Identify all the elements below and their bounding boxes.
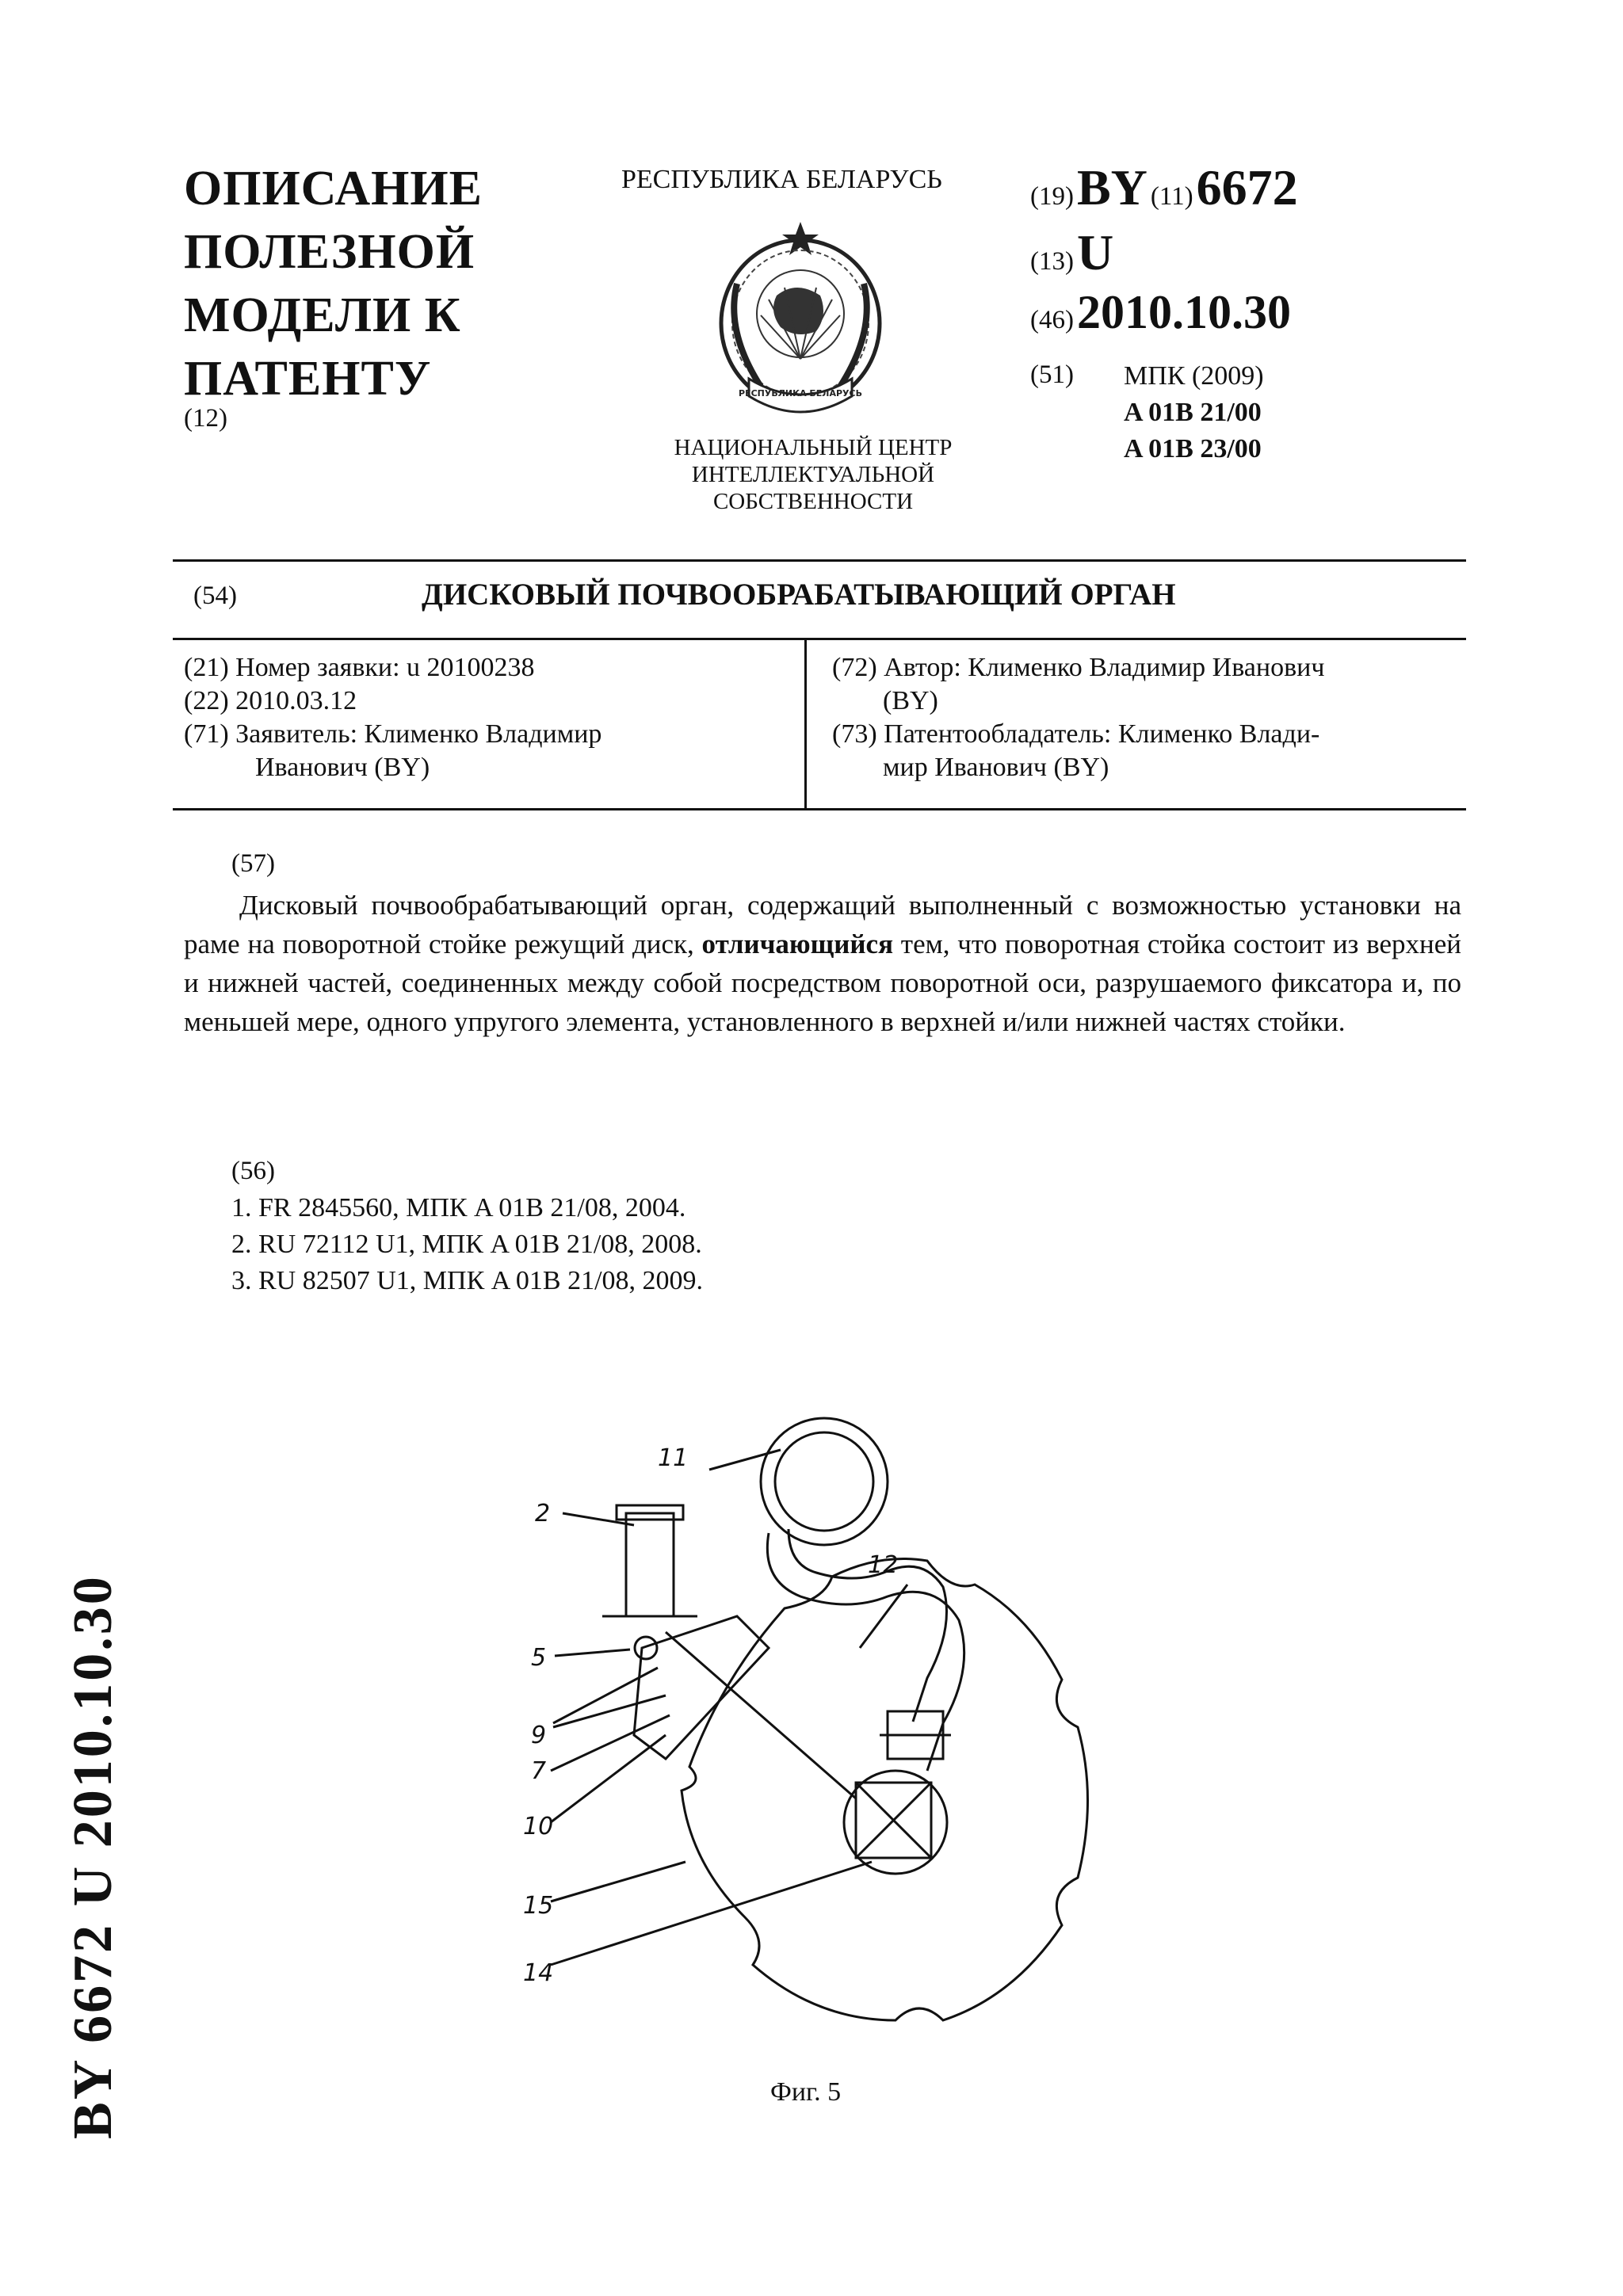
fig-label-10: 10 bbox=[523, 1813, 554, 1840]
code-13: (13) bbox=[1030, 247, 1074, 276]
divider-title bbox=[173, 638, 1466, 640]
fig-label-5: 5 bbox=[531, 1644, 547, 1672]
code-56: (56) bbox=[231, 1157, 275, 1185]
office-line: ИНТЕЛЛЕКТУАЛЬНОЙ bbox=[691, 462, 935, 487]
fig-label-7: 7 bbox=[531, 1757, 547, 1785]
document-type-title bbox=[184, 157, 483, 410]
code-54: (54) bbox=[193, 582, 237, 610]
patent-number: 6672 bbox=[1196, 159, 1298, 215]
publication-date: 2010.10.30 bbox=[1076, 286, 1291, 338]
author-line: (BY) bbox=[883, 686, 938, 715]
office-line: СОБСТВЕННОСТИ bbox=[712, 489, 914, 514]
citation-item: 2. RU 72112 U1, МПК A 01B 21/08, 2008. bbox=[231, 1230, 702, 1259]
ipc-class: A 01B 23/00 bbox=[1124, 434, 1262, 463]
figure-caption: Фиг. 5 bbox=[770, 2077, 842, 2107]
biblio-row-19-11 bbox=[1030, 158, 1298, 217]
mount-post bbox=[626, 1513, 674, 1616]
title-line: ПАТЕНТУ bbox=[184, 352, 432, 406]
divider-top bbox=[173, 559, 1466, 562]
country-name: РЕСПУБЛИКА БЕЛАРУСЬ bbox=[621, 165, 942, 194]
side-identifier: BY 6672 U 2010.10.30 bbox=[63, 1574, 124, 2139]
abstract-text-start: Дисковый почвообрабатывающий орган, содержащий выполненный с возможностью установки на раме на поворотной стойке режущий диск, bbox=[184, 890, 1461, 959]
code-19: (19) bbox=[1030, 182, 1074, 211]
application-line: Иванович (BY) bbox=[255, 753, 430, 782]
code-51: (51) bbox=[1030, 360, 1074, 389]
invention-title: ДИСКОВЫЙ ПОЧВООБРАБАТЫВАЮЩИЙ ОРГАН bbox=[422, 578, 1176, 612]
ipc-class: A 01B 21/00 bbox=[1124, 398, 1262, 427]
title-line: ОПИСАНИЕ bbox=[184, 162, 483, 215]
biblio-row-46 bbox=[1030, 285, 1291, 340]
title-line: ПОЛЕЗНОЙ bbox=[184, 225, 475, 279]
kind-code: U bbox=[1076, 224, 1114, 280]
office-name bbox=[663, 434, 964, 515]
divider-bottom bbox=[173, 808, 1466, 810]
application-line: (22) 2010.03.12 bbox=[184, 686, 357, 715]
abstract-text-end: тем, что поворотная стойка состоит из верхней и нижней частей, соединенных между собой посредством поворотной оси, разрушаемого фиксатора и, по меньшей мере, одного упругого элемента, установленного в верхней и/или нижней частях стойки. bbox=[184, 929, 1461, 1037]
abstract-bold-word: отличающийся bbox=[701, 929, 894, 959]
state-emblem bbox=[713, 220, 888, 426]
code-12: (12) bbox=[184, 404, 227, 433]
office-line: НАЦИОНАЛЬНЫЙ ЦЕНТР bbox=[674, 435, 953, 460]
citation-item: 3. RU 82507 U1, МПК A 01B 21/08, 2009. bbox=[231, 1266, 704, 1295]
application-info bbox=[184, 651, 802, 784]
application-line: (71) Заявитель: Клименко Владимир bbox=[184, 719, 602, 749]
author-line: (72) Автор: Клименко Владимир Иванович bbox=[832, 653, 1325, 682]
ipc-label: МПК (2009) bbox=[1124, 361, 1264, 391]
application-line: (21) Номер заявки: u 20100238 bbox=[184, 653, 535, 682]
abstract-text bbox=[184, 886, 1461, 1041]
ipc-block bbox=[1124, 358, 1264, 467]
spring-ring bbox=[761, 1418, 888, 1545]
code-57: (57) bbox=[231, 849, 275, 878]
citation-list bbox=[231, 1190, 703, 1299]
code-46: (46) bbox=[1030, 306, 1074, 334]
title-line: МОДЕЛИ К bbox=[184, 288, 461, 342]
author-info bbox=[832, 651, 1458, 784]
fig-label-9: 9 bbox=[531, 1722, 547, 1749]
fig-label-12: 12 bbox=[868, 1551, 899, 1579]
fig-label-2: 2 bbox=[535, 1500, 551, 1527]
author-line: (73) Патентообладатель: Клименко Влади- bbox=[832, 719, 1320, 749]
author-line: мир Иванович (BY) bbox=[883, 753, 1109, 782]
fig-label-15: 15 bbox=[523, 1892, 554, 1920]
fig-label-14: 14 bbox=[523, 1959, 554, 1987]
citation-item: 1. FR 2845560, МПК A 01B 21/08, 2004. bbox=[231, 1193, 686, 1222]
cutting-disc bbox=[682, 1559, 1088, 2021]
fig-label-11: 11 bbox=[658, 1444, 689, 1472]
country-code: BY bbox=[1076, 159, 1148, 215]
biblio-row-13 bbox=[1030, 223, 1113, 282]
figure-drawing bbox=[507, 1394, 1220, 2068]
emblem-ribbon-text: РЕСПУБЛИКА БЕЛАРУСЬ bbox=[739, 388, 862, 399]
code-11: (11) bbox=[1150, 182, 1193, 211]
column-divider bbox=[804, 638, 807, 809]
